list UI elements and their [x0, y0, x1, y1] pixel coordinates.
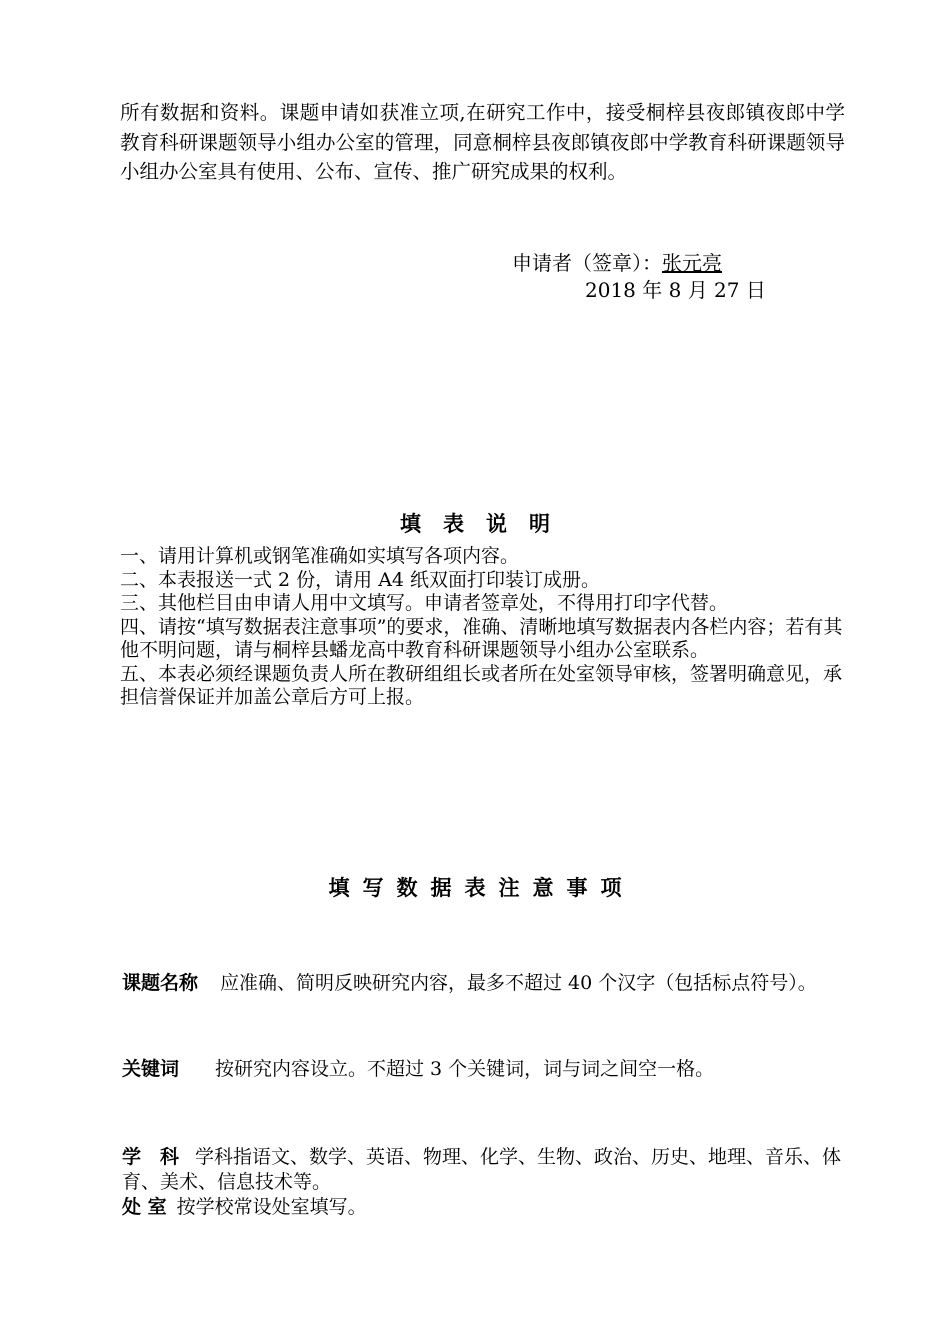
instructions-title: 填表说明 [400, 512, 572, 536]
note-text: 按研究内容设立。不超过 3 个关键词，词与词之间空一格。 [215, 1058, 715, 1080]
note-term: 处 室 [122, 1196, 167, 1218]
note-subject [122, 1145, 850, 1195]
instruction-item: 二、本表报送一式 2 份，请用 A4 纸双面打印装订成册。 [120, 568, 601, 591]
instructions-list [120, 545, 845, 710]
note-term: 课题名称 [122, 972, 199, 994]
instruction-item: 五、本表必须经课题负责人所在教研组组长或者所在处室领导审核，签署明确意见，承担信誉保证并加盖公章后方可上报。 [120, 662, 843, 708]
note-keywords [122, 1056, 848, 1082]
note-text: 应准确、简明反映研究内容，最多不超过 40 个汉字（包括标点符号）。 [220, 972, 817, 994]
signature-name: 张元亮 [662, 251, 722, 275]
instruction-item: 一、请用计算机或钢笔准确如实填写各项内容。 [120, 545, 520, 567]
note-office [122, 1194, 850, 1220]
signature-date: 2018 年 8 月 27 日 [585, 278, 766, 302]
note-term: 学 科 [122, 1146, 180, 1168]
note-text: 学科指语文、数学、英语、物理、化学、生物、政治、历史、地理、音乐、体育、美术、信息技术等。 [122, 1146, 842, 1193]
instruction-item: 四、请按“填写数据表注意事项”的要求，准确、清晰地填写数据表内各栏内容；若有其他不明问题，请与桐梓县蟠龙高中教育科研课题领导小组办公室联系。 [120, 615, 843, 661]
signature-line [512, 249, 722, 277]
note-text: 按学校常设处室填写。 [176, 1196, 367, 1218]
note-topic-name [78, 970, 848, 996]
note-term: 关键词 [122, 1058, 180, 1080]
notes-title: 填写数据表注意事项 [328, 876, 635, 900]
instruction-item: 三、其他栏目由申请人用中文填写。申请者签章处，不得用打印字代替。 [120, 592, 729, 614]
signature-label: 申请者（签章）： [512, 251, 662, 275]
consent-paragraph: 所有数据和资料。课题申请如获准立项,在研究工作中，接受桐梓县夜郎镇夜郎中学教育科研课题领导小组办公室的管理，同意桐梓县夜郎镇夜郎中学教育科研课题领导小组办公室具有使用、公布、宣传、推广研究成果的权利。 [120, 101, 845, 183]
